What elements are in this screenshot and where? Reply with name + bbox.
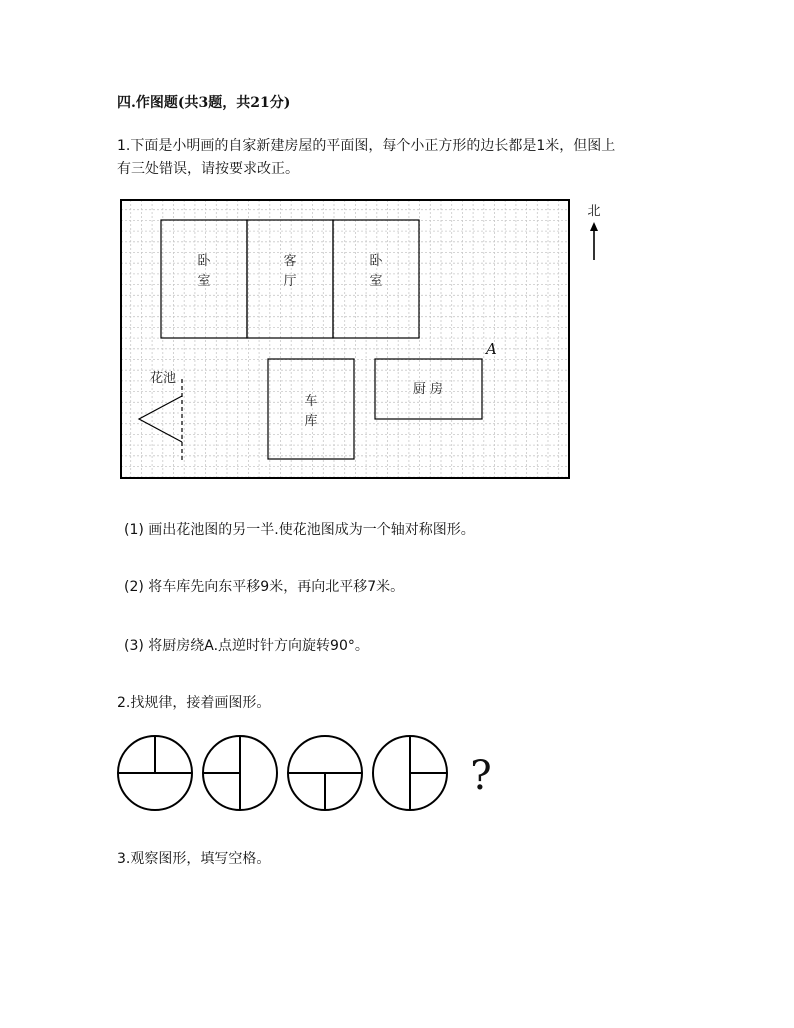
question-1-sub-2: (2) 将车库先向东平移9米，再向北平移7米。 [124, 579, 405, 595]
north-indicator [582, 200, 610, 262]
question-mark: ? [470, 753, 492, 799]
flower-pool-half [139, 396, 182, 442]
pattern-circle-2 [203, 736, 277, 810]
bedroom-left-label-2: 室 [197, 274, 211, 289]
north-label: 北 [587, 204, 601, 219]
bedroom-right-label-2: 室 [369, 274, 383, 289]
question-2-text: 2.找规律，接着画图形。 [117, 695, 271, 711]
floor-plan-grid [120, 199, 570, 479]
living-room-label-1: 客 [283, 254, 297, 269]
question-1-sub-3: (3) 将厨房绕A.点逆时针方向旋转90°。 [124, 638, 369, 654]
bedroom-right-label-1: 卧 [369, 254, 383, 269]
pattern-circles [112, 733, 512, 813]
garage-label-1: 车 [304, 394, 318, 409]
question-1-sub-1: (1) 画出花池图的另一半.使花池图成为一个轴对称图形。 [124, 522, 475, 538]
living-room-label-2: 厅 [283, 274, 297, 289]
grid-lines [121, 200, 569, 478]
garage-label-2: 库 [304, 414, 318, 429]
north-arrow-icon [590, 222, 598, 231]
kitchen-label: 厨 房 [412, 382, 444, 397]
point-a-label: A [486, 340, 497, 358]
flower-pool-label: 花池 [150, 371, 177, 386]
pattern-circle-1 [118, 736, 192, 810]
question-3-text: 3.观察图形，填写空格。 [117, 851, 271, 867]
section-title: 四.作图题(共3题，共21分) [117, 95, 291, 111]
question-1-text-line-2: 有三处错误，请按要求改正。 [117, 161, 299, 177]
pattern-circle-3 [288, 736, 362, 810]
question-1-text-line-1: 1.下面是小明画的自家新建房屋的平面图，每个小正方形的边长都是1米，但图上 [117, 138, 616, 154]
bedroom-left-label-1: 卧 [197, 254, 211, 269]
pattern-circle-4 [373, 736, 447, 810]
